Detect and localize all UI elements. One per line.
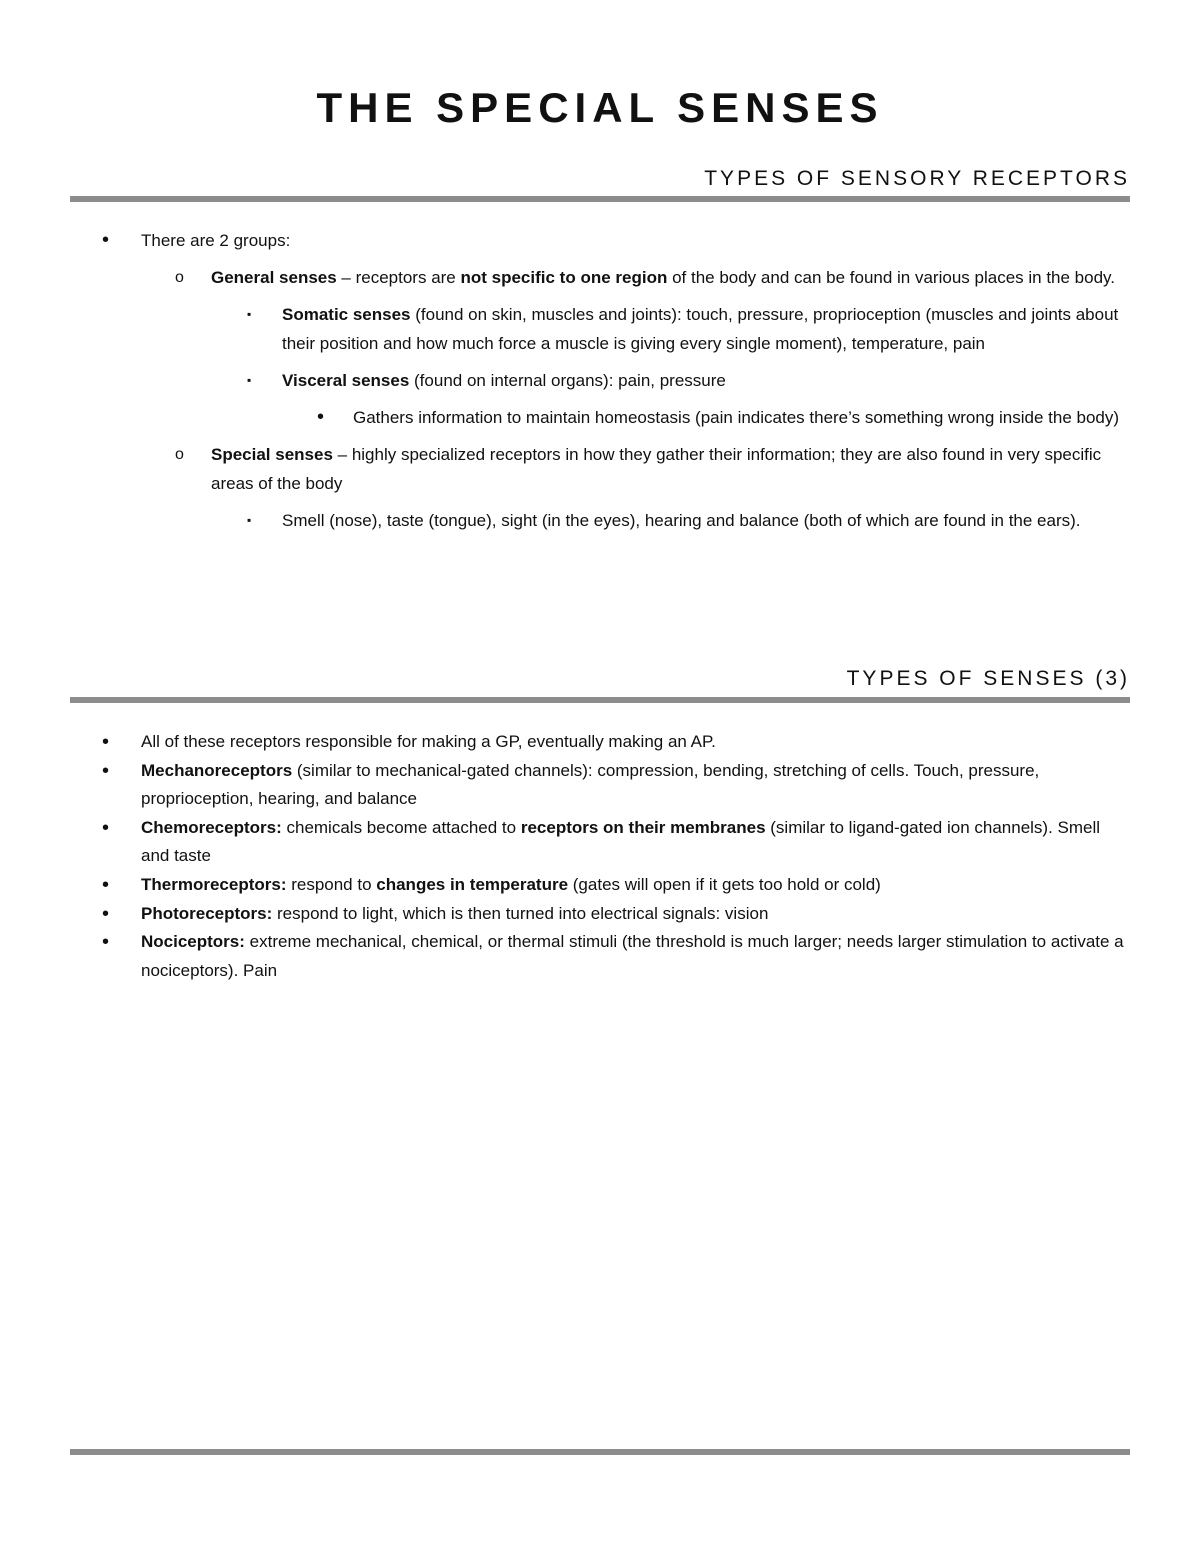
square-bullet-icon: ▪ (247, 373, 252, 387)
list-item-thermoreceptors (70, 871, 1132, 900)
list-item-text: respond to (286, 874, 377, 894)
list-item-text: There are 2 groups: (141, 231, 291, 250)
list-item-general-senses (70, 263, 1132, 292)
list-item-text: Gathers information to maintain homeostasis (pain indicates there’s something wrong inside the body) (353, 408, 1120, 427)
bullet-icon: • (317, 406, 325, 428)
section-sensory-receptors-body (70, 226, 1132, 535)
list-item-visceral-detail (70, 403, 1132, 432)
list-item-mechanoreceptors (70, 757, 1132, 814)
bullet-icon: • (102, 731, 110, 753)
bullet-icon: • (102, 902, 110, 925)
list-item-visceral-senses (70, 366, 1132, 395)
list-item-text: All of these receptors responsible for making a GP, eventually making an AP. (141, 732, 716, 751)
section-divider (70, 697, 1130, 703)
list-item (70, 226, 1132, 255)
emphasis-text: changes in temperature (376, 874, 569, 894)
term-label: Mechanoreceptors (141, 760, 293, 780)
list-item-text: (similar to ligand-gated ion channels). Smell and taste (141, 817, 1101, 866)
square-bullet-icon: ▪ (247, 307, 252, 321)
term-label: Thermoreceptors: (141, 874, 287, 894)
list-item-text: respond to light, which is then turned into electrical signals: vision (272, 903, 769, 923)
list-item-chemoreceptors (70, 814, 1132, 871)
term-label: Special senses (211, 445, 333, 464)
footer-divider (70, 1449, 1130, 1455)
bullet-icon: • (102, 873, 110, 896)
term-label: General senses (211, 268, 337, 287)
section-heading-types-of-senses: TYPES OF SENSES (3) (846, 667, 1130, 690)
emphasis-text: not specific to one region (460, 268, 668, 287)
bullet-icon: • (102, 816, 110, 839)
square-bullet-icon: ▪ (247, 513, 252, 527)
emphasis-text: receptors on their membranes (520, 817, 766, 837)
bullet-icon: • (102, 931, 110, 954)
list-item-text: (found on skin, muscles and joints): touch, pressure, proprioception (muscles and joints about their position and how much force a muscle is giving every single moment), temperature, pain (282, 305, 1119, 353)
term-label: Somatic senses (282, 305, 411, 324)
section-divider (70, 196, 1130, 202)
list-item-somatic-senses (70, 300, 1132, 358)
bullet-icon: • (102, 229, 110, 251)
list-item-special-detail (70, 506, 1132, 535)
list-item-text: of the body and can be found in various places in the body. (667, 268, 1116, 287)
term-label: Photoreceptors: (141, 903, 273, 923)
list-item (70, 728, 1132, 757)
term-label: Visceral senses (282, 371, 410, 390)
list-item-text: (similar to mechanical-gated channels): compression, bending, stretching of cells. Touch, pressure, proprioception, hearing, and balance (141, 760, 1040, 809)
list-item-text: extreme mechanical, chemical, or thermal stimuli (the threshold is much larger; needs larger stimulation to activate a nociceptors). Pain (141, 932, 1124, 980)
list-item-text: (found on internal organs): pain, pressure (409, 371, 726, 390)
section-types-of-senses-body (70, 728, 1132, 985)
bullet-icon: • (102, 759, 110, 782)
list-item-text: (gates will open if it gets too hold or cold) (568, 874, 881, 894)
list-item-text: Smell (nose), taste (tongue), sight (in the eyes), hearing and balance (both of which are found in the ears). (282, 511, 1081, 530)
page-title: THE SPECIAL SENSES (316, 84, 884, 131)
list-item-nociceptors (70, 928, 1132, 985)
list-item-text: – highly specialized receptors in how they gather their information; they are also found in very specific areas of the body (211, 445, 1102, 493)
term-label: Chemoreceptors: (141, 817, 282, 837)
circle-bullet-icon: o (175, 446, 184, 463)
list-item-text: – receptors are (336, 268, 461, 287)
term-label: Nociceptors: (141, 932, 245, 952)
list-item-photoreceptors (70, 900, 1132, 929)
circle-bullet-icon: o (175, 269, 184, 286)
list-item-special-senses (70, 440, 1132, 498)
section-heading-sensory-receptors: TYPES OF SENSORY RECEPTORS (704, 167, 1130, 190)
list-item-text: chemicals become attached to (281, 817, 521, 837)
